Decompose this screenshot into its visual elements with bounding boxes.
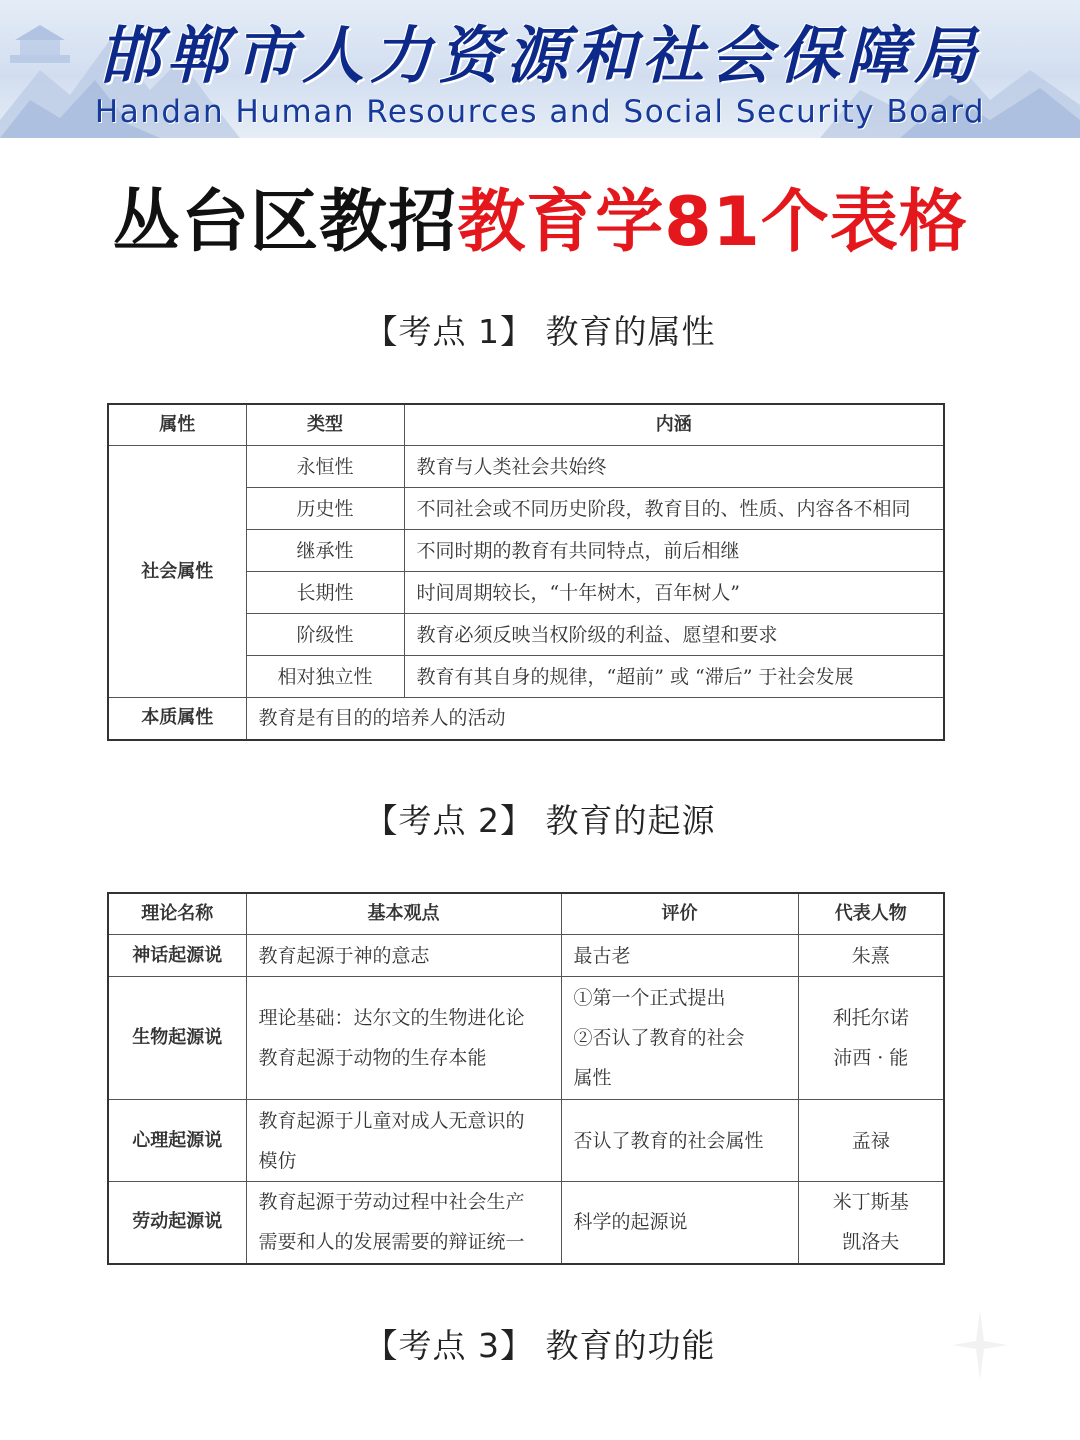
- view-line: 模仿: [258, 1149, 297, 1172]
- theory-name-cell: 生物起源说: [108, 977, 246, 1100]
- table-row: [108, 935, 944, 977]
- header-cell: 理论名称: [108, 893, 246, 935]
- meaning-cell: 不同社会或不同历史阶段，教育目的、性质、内容各不相同: [404, 488, 944, 530]
- meaning-cell: 时间周期较长，“十年树木，百年树人”: [404, 572, 944, 614]
- type-cell: 长期性: [246, 572, 404, 614]
- header-cell: 属性: [108, 404, 246, 446]
- eval-line: ①第一个正式提出: [573, 987, 726, 1009]
- view-line: 理论基础：达尔文的生物进化论: [258, 1007, 525, 1029]
- header-cell: 基本观点: [246, 893, 561, 935]
- header-cell: 评价: [561, 893, 798, 935]
- view-line: 教育起源于劳动过程中社会生产: [258, 1191, 525, 1214]
- group-label-social: 社会属性: [108, 446, 246, 698]
- header-cell: 代表人物: [798, 893, 944, 935]
- people-line: 孟禄: [851, 1129, 890, 1152]
- people-cell: [798, 935, 944, 977]
- view-line: 教育起源于神的意志: [258, 944, 430, 967]
- banner-title-cn: 邯郸市人力资源和社会保障局: [97, 19, 982, 92]
- people-line: 米丁斯基: [832, 1191, 909, 1214]
- page-title: [0, 168, 1080, 265]
- type-cell: 相对独立性: [246, 656, 404, 698]
- people-line: 利托尔诺: [832, 1007, 909, 1029]
- table-row: [108, 698, 944, 740]
- eval-line: 否认了教育的社会属性: [573, 1129, 764, 1152]
- table-row: [108, 446, 944, 488]
- eval-line: ②否认了教育的社会: [573, 1027, 745, 1049]
- group-label-essence: 本质属性: [108, 698, 246, 740]
- header-cell: 内涵: [404, 404, 944, 446]
- eval-cell: [561, 977, 798, 1100]
- type-cell: 永恒性: [246, 446, 404, 488]
- theory-name-cell: 心理起源说: [108, 1100, 246, 1182]
- people-line: 凯洛夫: [842, 1231, 900, 1254]
- type-cell: 继承性: [246, 530, 404, 572]
- type-cell: 阶级性: [246, 614, 404, 656]
- header-cell: 类型: [246, 404, 404, 446]
- view-cell: [246, 935, 561, 977]
- view-line: 教育起源于动物的生存本能: [258, 1047, 487, 1069]
- meaning-cell: 教育有其自身的规律，“超前” 或 “滞后” 于社会发展: [404, 656, 944, 698]
- table-row: [108, 1182, 944, 1264]
- table-header-row: [108, 893, 944, 935]
- section-3-heading: 【考点 3】 教育的功能: [364, 1326, 716, 1365]
- meaning-cell: 教育必须反映当权阶级的利益、愿望和要求: [404, 614, 944, 656]
- eval-line: 属性: [573, 1067, 612, 1089]
- eval-cell: [561, 1100, 798, 1182]
- attributes-table: [107, 403, 945, 741]
- meaning-cell: 教育与人类社会共始终: [404, 446, 944, 488]
- page-title-black: 丛台区教招: [112, 183, 458, 262]
- meaning-cell: 教育是有目的的培养人的活动: [246, 698, 944, 740]
- sparkle-icon: [950, 1305, 1010, 1385]
- meaning-cell: 不同时期的教育有共同特点，前后相继: [404, 530, 944, 572]
- eval-line: 最古老: [573, 944, 631, 967]
- type-cell: 历史性: [246, 488, 404, 530]
- eval-cell: [561, 935, 798, 977]
- eval-cell: [561, 1182, 798, 1264]
- view-cell: [246, 977, 561, 1100]
- section-1-heading: 【考点 1】 教育的属性: [364, 312, 716, 351]
- section-2-heading: 【考点 2】 教育的起源: [364, 801, 716, 840]
- people-line: 朱熹: [851, 944, 890, 967]
- theory-name-cell: 神话起源说: [108, 935, 246, 977]
- people-line: 沛西 · 能: [833, 1047, 909, 1069]
- table-header-row: [108, 404, 944, 446]
- view-line: 需要和人的发展需要的辩证统一: [258, 1231, 525, 1254]
- view-cell: [246, 1100, 561, 1182]
- origin-table: [107, 892, 945, 1265]
- theory-name-cell: 劳动起源说: [108, 1182, 246, 1264]
- table-row: [108, 1100, 944, 1182]
- people-cell: [798, 1100, 944, 1182]
- table-row: [108, 977, 944, 1100]
- page-title-red: 教育学81个表格: [457, 183, 968, 262]
- people-cell: [798, 1182, 944, 1264]
- header-banner: [0, 0, 1080, 138]
- people-cell: [798, 977, 944, 1100]
- view-line: 教育起源于儿童对成人无意识的: [258, 1109, 525, 1132]
- banner-title-en: Handan Human Resources and Social Security Board: [94, 94, 986, 130]
- view-cell: [246, 1182, 561, 1264]
- eval-line: 科学的起源说: [573, 1211, 688, 1234]
